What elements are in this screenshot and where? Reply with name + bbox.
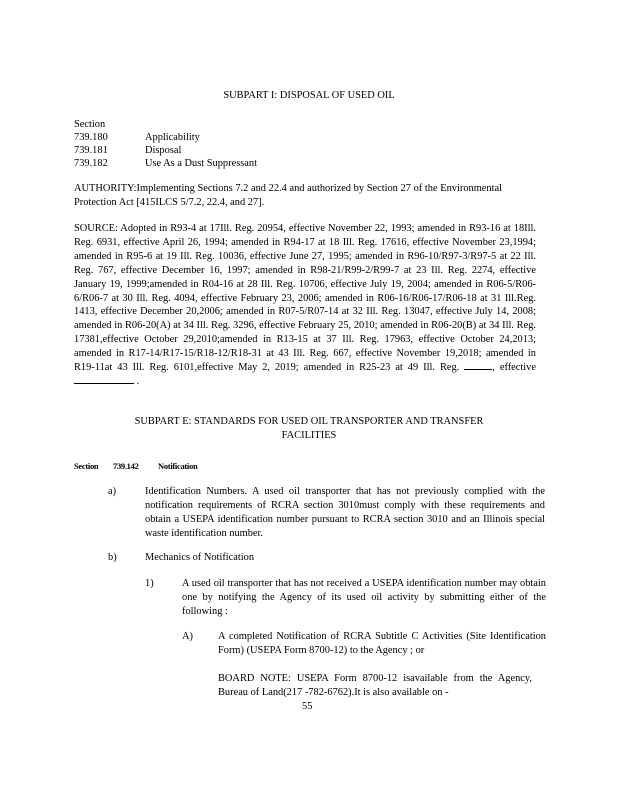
item-b-heading: Mechanics of Notification — [145, 552, 255, 563]
subpart-e-heading: SUBPART E: STANDARDS FOR USED OIL TRANSPORTER AND TRANSFER — [134, 416, 484, 427]
blank-line — [74, 375, 134, 384]
authority-paragraph: AUTHORITY:Implementing Sections 7.2 and 22.4 and authorized by Section 27 of the Environmental Protection Act [415ILCS 5/7.2, 22.4, and 27]. — [74, 183, 502, 208]
section-title: Applicability — [145, 132, 200, 143]
section-number: 739.180 — [74, 132, 108, 143]
item-a-paragraph: Identification Numbers. A used oil transporter that has not previously complied with the notification requirements of RCRA section 3010must comply with these requirements and obtain a USEPA identification number pursuant to RCRA section 3010 and an Illinois special waste identification number. — [145, 486, 545, 539]
section-number: 739.182 — [74, 158, 108, 169]
section-title: Notification — [158, 461, 198, 471]
source-paragraph — [74, 222, 536, 389]
item-marker: b) — [108, 552, 117, 563]
page-number: 55 — [302, 701, 313, 712]
section-number: 739.142 — [113, 461, 139, 471]
subpart-i-heading: SUBPART I: DISPOSAL OF USED OIL — [223, 90, 395, 101]
item-marker: a) — [108, 486, 117, 497]
section-list-header: Section — [74, 119, 106, 130]
item-ba-paragraph: A completed Notification of RCRA Subtitle C Activities (Site Identification Form) (USEPA Form 8700-12) to the Agency ; or — [218, 631, 546, 656]
board-note-paragraph: BOARD NOTE: USEPA Form 8700-12 isavailable from the Agency, Bureau of Land(217 -782-6762).It is also available on - — [218, 673, 532, 698]
section-title: Disposal — [145, 145, 182, 156]
item-marker: 1) — [145, 578, 154, 589]
item-b1-paragraph: A used oil transporter that has not received a USEPA identification number may obtain one by notifying the Agency of its used oil activity by submitting either of the following : — [182, 578, 546, 617]
section-title: Use As a Dust Suppressant — [145, 158, 257, 169]
section-label: Section — [74, 461, 99, 471]
section-number: 739.181 — [74, 145, 108, 156]
source-effective: , effective — [492, 362, 536, 374]
item-marker: A) — [182, 631, 193, 642]
source-text: SOURCE: Adopted in R93-4 at 17Ill. Reg. 20954, effective November 22, 1993; amended in R93-16 at 18Ill. Reg. 6931, effective April 26, 1994; amended in R94-17 at 18 Ill. Reg. 17616, effective November 23,1994; amended in R95-6 at 19 Ill. Reg. 10036, effective June 27, 1995; amended in R96-10/R97-3/R97-5 at 22 Ill. Reg. 767, effective December 16, 1997; amended in R98-21/R99-2/R99-7 at 23 Ill. Reg. 2274, effective January 19, 1999;amended in R04-16 at 28 Ill. Reg. 10706, effective July 19, 2004; amended in R06-5/R06-6/R06-7 at 30 Ill. Reg. 4094, effective February 23, 2006; amended in R06-16/R06-17/R06-18 at 31 Ill.Reg. 1413, effective December 20,2006; amended in R07-5/R07-14 at 32 Ill. Reg. 13047, effective July 14, 2008; amended in R06-20(A) at 34 Ill. Reg. 3296, effective February 25, 2010; amended in R06-20(B) at 34 Ill. Reg. 17381,effective October 29,2010;amended in R13-15 at 37 Ill. Reg. 17963, effective October 24,2013; amended in R17-14/R17-15/R18-12/R18-31 at 43 Ill. Reg. 667, effective November 19,2018; amended in R19-11at 43 Ill. Reg. 6101,effective May 2, 2019; amended in R25-23 at 49 Ill. Reg. — [74, 223, 536, 374]
subpart-e-heading-cont: FACILITIES — [281, 430, 337, 441]
blank-line — [464, 361, 492, 370]
source-period: . — [136, 375, 140, 387]
